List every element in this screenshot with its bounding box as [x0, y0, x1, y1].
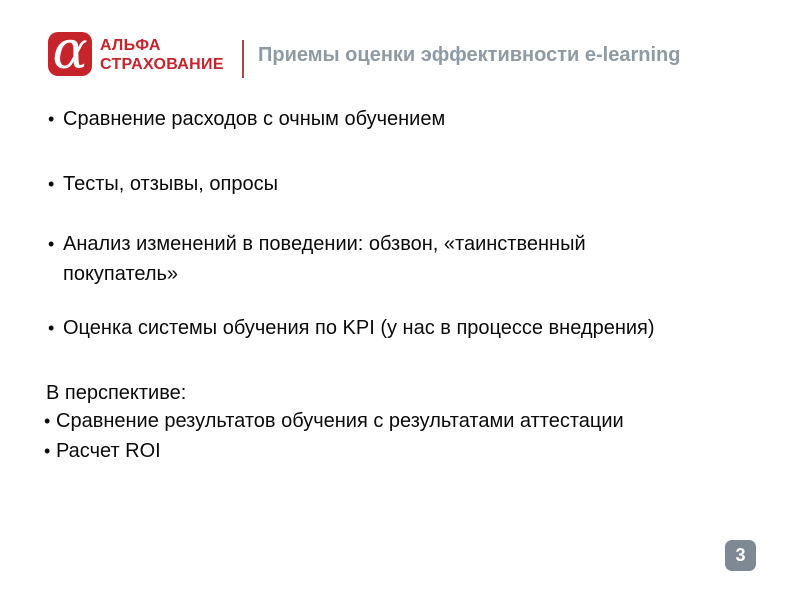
bullet-text-1: Сравнение расходов с очным обучением	[63, 108, 446, 130]
brand-wordmark	[100, 36, 224, 74]
slide-title: Приемы оценки эффективности e-learning	[258, 44, 681, 66]
bullet-item-4	[48, 313, 778, 343]
bullet-text-4: Оценка системы обучения по KPI (у нас в процессе внедрения)	[63, 317, 655, 339]
bullet-marker: •	[44, 441, 51, 461]
bullet-item-2	[48, 169, 768, 199]
future-bullet-item-2	[44, 436, 444, 466]
future-bullet-text-1: Сравнение результатов обучения с результатами аттестации	[56, 410, 624, 432]
alpha-glyph-icon: α	[52, 21, 88, 81]
alfastrakhovanie-logo-icon	[48, 21, 92, 81]
bullet-marker: •	[48, 109, 55, 129]
bullet-marker: •	[48, 174, 55, 194]
bullet-marker: •	[44, 411, 51, 431]
header-divider	[242, 40, 244, 78]
brand-line-2: СТРАХОВАНИЕ	[100, 56, 224, 73]
bullet-marker: •	[48, 234, 55, 254]
page-number-badge: 3	[725, 540, 756, 571]
bullet-item-3	[48, 229, 663, 289]
bullet-text-2: Тесты, отзывы, опросы	[63, 173, 278, 195]
bullet-marker: •	[48, 318, 55, 338]
bullet-item-1	[48, 104, 768, 134]
future-bullet-text-2: Расчет ROI	[56, 440, 161, 462]
future-bullet-item-1	[44, 406, 774, 436]
future-section-heading: В перспективе:	[46, 382, 187, 404]
brand-line-1: АЛЬФА	[100, 37, 161, 54]
bullet-text-3: Анализ изменений в поведении: обзвон, «таинственный покупатель»	[63, 233, 586, 285]
